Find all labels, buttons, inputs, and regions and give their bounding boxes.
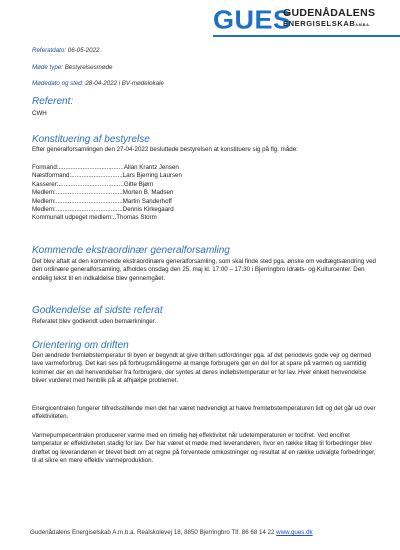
logo-text [283,8,400,30]
board-roles-list [32,164,182,223]
referatdato-value: 06-05-2022 [67,47,100,54]
role-name: Thomas Storm [116,214,157,222]
role-name: Lars Bjerring Laursen [122,172,182,180]
board-role-row [32,206,182,214]
footer-address: Gudenådalens Energiselskab A.m.b.a. Realskolevej 18, 8850 Bjerringbro Tlf. 86 68 14 22 [30,529,277,536]
logo-line2-text: ENERGISELSKAB [283,19,356,28]
footer-website-link[interactable]: www.gues.dk [276,529,313,536]
godkendelse-heading: Godkendelse af sidste referat [32,305,163,316]
logo-line2 [283,19,400,30]
board-role-row [32,164,182,172]
logo-suffix: A.M.B.A. [355,23,370,27]
role-label: Kommunalt udpeget medlem:.. [32,214,117,222]
konstituering-heading: Konstituering af bestyrelse [32,134,150,145]
page-footer [30,529,380,536]
role-name: Morten B. Madsen [122,189,174,197]
board-role-row [32,198,182,206]
board-role-row [32,181,182,189]
godkendelse-text: Referatet blev godkendt uden bemærkninger. [32,318,157,325]
role-label: Medlem:....................................... [32,197,123,205]
meeting-type-value: Bestyrelsesmøde [64,64,113,71]
board-role-row [32,189,182,197]
konstituering-text: Efter generalforsamlingen den 27-04-2022 besluttede bestyrelsen at konstituere sig på flg. måde: [32,146,298,153]
ekstraordinaer-heading: Kommende ekstraordinær generalforsamling [32,245,230,256]
meeting-type-label: Møde type: [32,64,63,71]
orientering-paragraph-2: Energicentralen fungerer tilfredsstillende men det har været nødvendigt at hæve fremløbstemperaturen lidt og det går ud over effektiviteten. [32,405,376,421]
logo-underline [213,35,400,37]
board-role-row [32,214,182,222]
ekstraordinaer-text: Det blev aftalt at den kommende ekstraordinære generalforsamling, som skal finde sted pga. ønske om vedtægtsændring ved den ordinære generalforsamling, afholdes onsdag den 25. maj kl. 17:00 – 17:30 i Bjerringbro Idræts- og Kulturcenter. Den endelig tekst til en indkaldelse blev gennemgået. [32,258,376,282]
role-label: Medlem:....................................... [32,189,123,197]
meeting-date-value: 28-04-2022 i BV-mødelokale [85,80,164,87]
orientering-paragraph-1: Den ændrede fremløbstemperatur til byen er begyndt at give driften udfordringer pga. af det periodevis gode vejr og dermed lave varmeforbrug. Det kan ses på forbrugsmålingerne at mange forbrugere gør en del for at spare på varmen og samtidig kommer der en del henvendelser fra forbrugere, der syntes at deres indløbstemperatur er for lav. Hver enkelt henvendelse bliver vurderet med henblik på at afhjælpe problemet. [32,352,372,385]
meeting-date-label: Mødedato og sted: [32,80,84,87]
referatdato-line [32,47,99,54]
role-label: Formand:...................................... [32,164,124,171]
orientering-paragraph-3: Varmepumpecentralen producerer varme med en rimelig høj effektivitet når udetemperaturen er tocifret. Ved encifret temperatur er effektiviteten stadig for lav. Der har været et møde med leverandøren, hvor en række tiltag til forbedringer blev drøftet og leverandøren er blevet bedt om at regne på forventede omkostninger og resultat af en række udvalgte forbedringer, til at sikre en mere effektiv varmeproduktion. [32,432,376,465]
role-label: Næstformand:.............................. [32,172,123,180]
logo-mark: GUES [213,5,292,35]
role-name: Gitte Bjørn [123,180,154,188]
company-logo [213,5,376,39]
meeting-type-line [32,64,112,71]
role-name: Allan Krantz Jensen [123,164,179,171]
role-name: Dennis Kirkegaard [122,206,174,214]
referent-value: CWH [32,110,47,117]
role-name: Martin Sanderhoff [122,197,172,205]
role-label: Kasserer:...................................... [32,180,124,188]
referatdato-label: Referatdato: [32,47,67,54]
board-role-row [32,172,182,180]
meeting-date-line [32,80,164,87]
orientering-heading: Orientering om driften [32,340,129,351]
role-label: Medlem:....................................... [32,206,123,214]
logo-line1: GUDENÅDALENS [283,7,376,19]
referent-heading: Referent: [32,96,74,107]
